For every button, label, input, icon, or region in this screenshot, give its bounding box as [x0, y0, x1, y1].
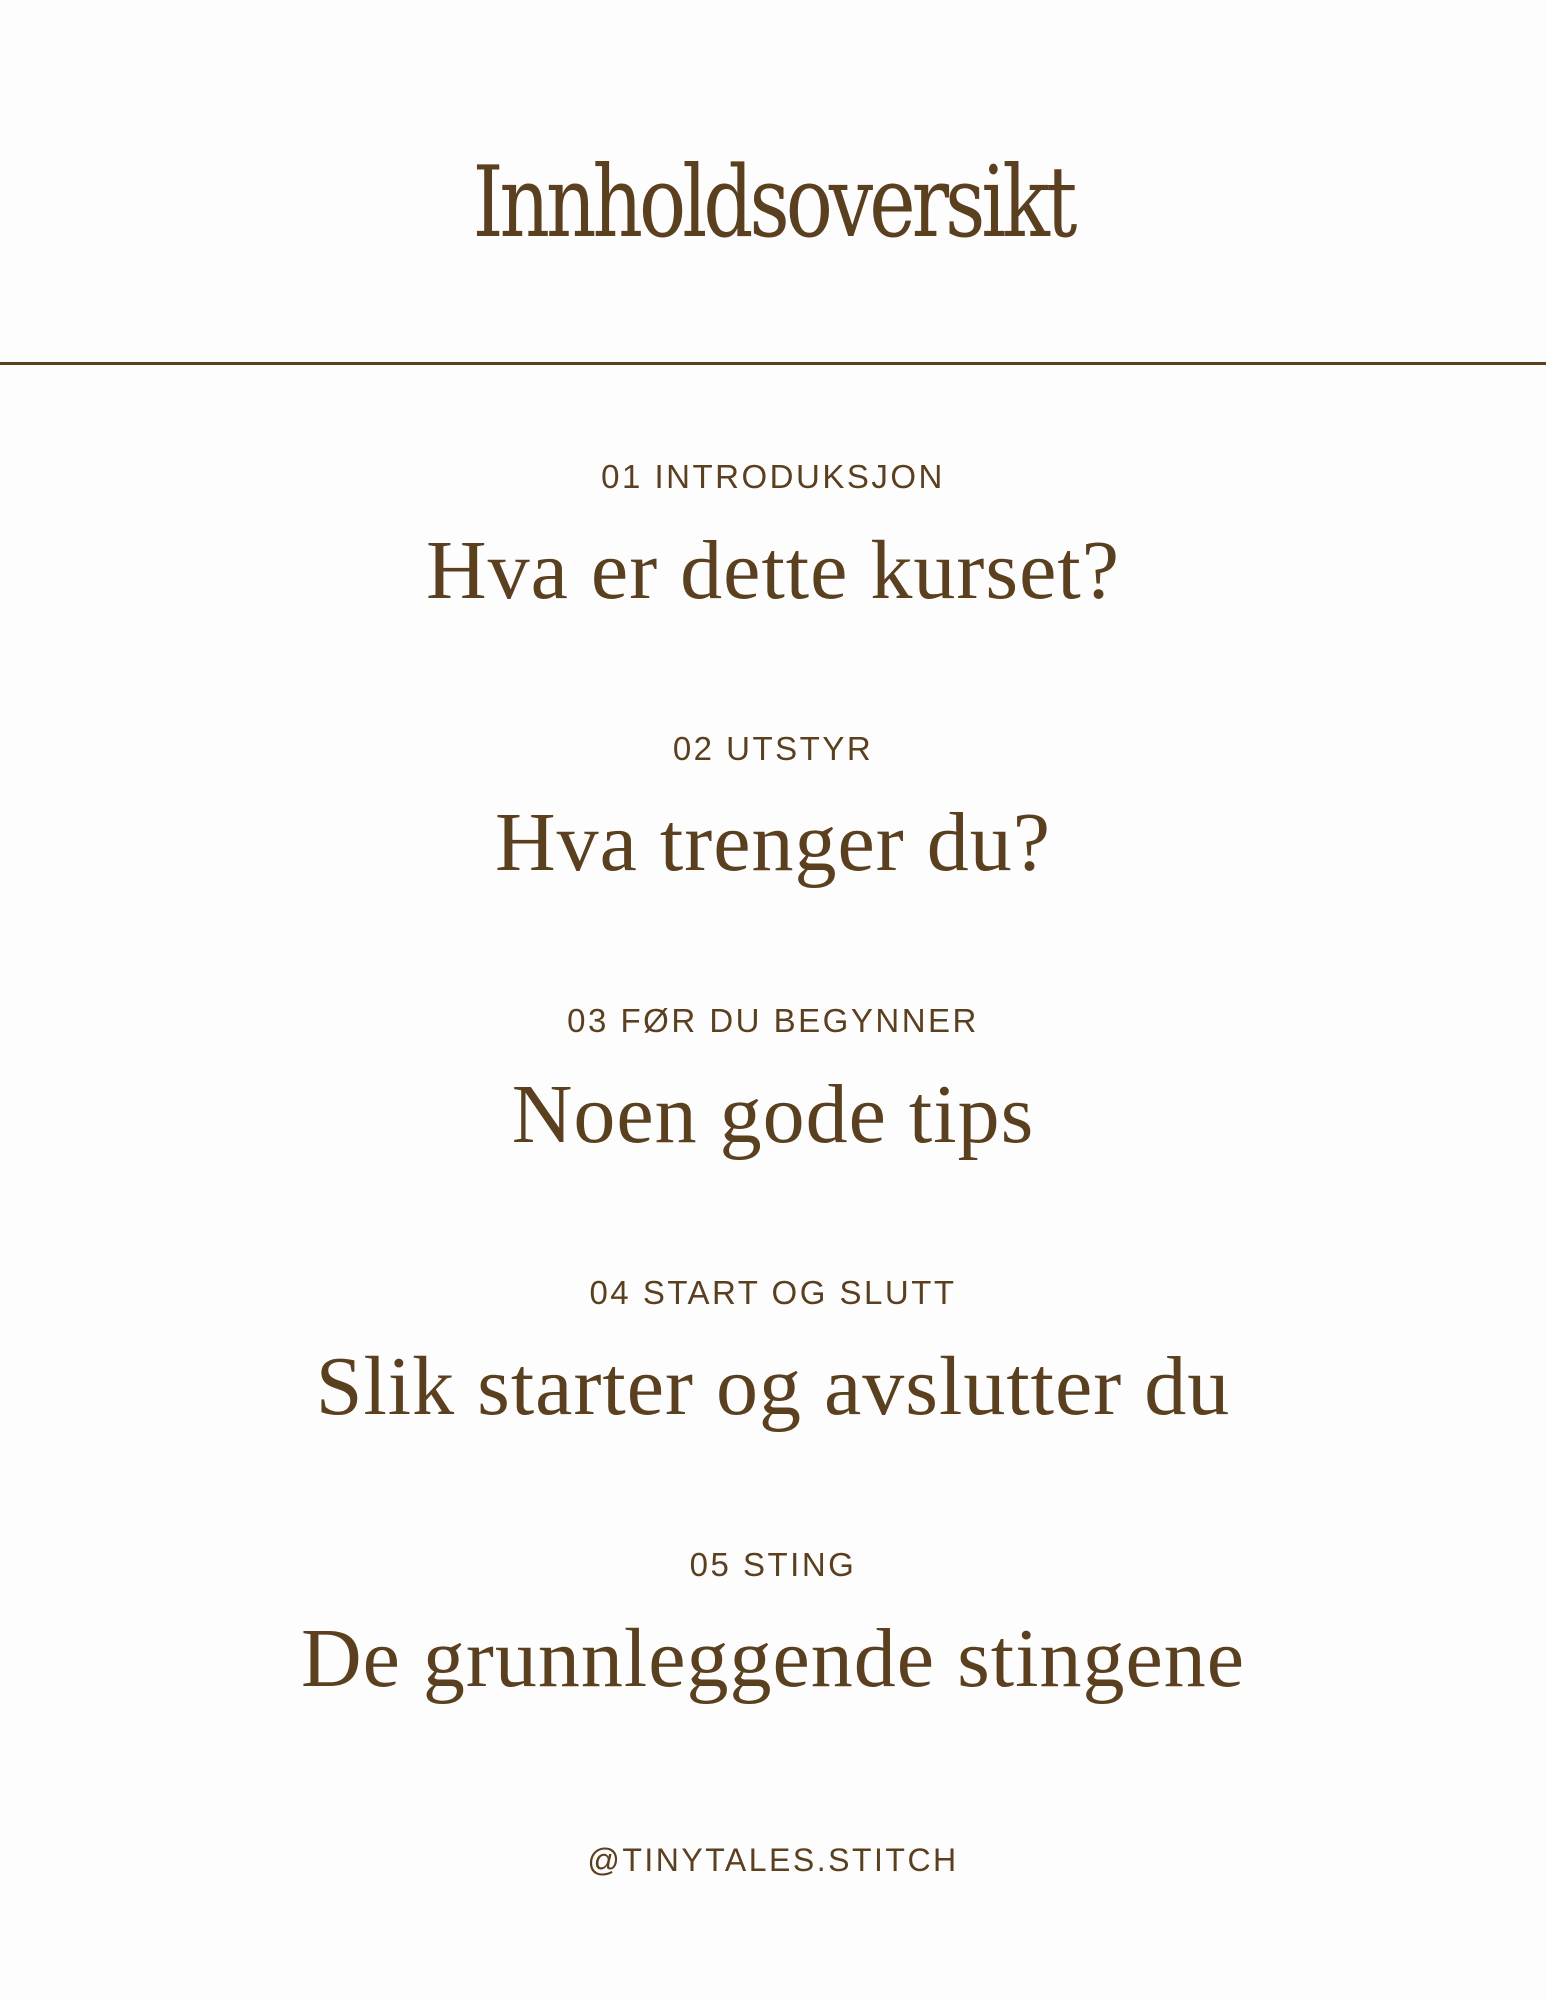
toc-item-label: 01 INTRODUKSJON: [601, 458, 945, 495]
toc-item-label: 03 FØR DU BEGYNNER: [567, 1002, 979, 1039]
toc-item-label: 04 START OG SLUTT: [589, 1274, 957, 1311]
title-divider: [0, 362, 1546, 365]
table-of-contents: [0, 455, 1546, 1815]
toc-item-introduksjon: [0, 455, 1546, 727]
footer-social-handle: @TINYTALES.STITCH: [587, 1842, 959, 1878]
toc-item-start-og-slutt: [0, 1271, 1546, 1543]
toc-item-for-du-begynner: [0, 999, 1546, 1271]
toc-item-sting: [0, 1543, 1546, 1815]
toc-item-utstyr: [0, 727, 1546, 999]
toc-item-label: 05 STING: [689, 1546, 857, 1583]
toc-item-heading: Hva trenger du?: [494, 796, 1052, 889]
toc-item-heading: Slik starter og avslutter du: [315, 1340, 1231, 1433]
page-title: Innholdsoversikt: [472, 146, 1074, 260]
toc-item-label: 02 UTSTYR: [672, 730, 874, 767]
toc-item-heading: Noen gode tips: [511, 1068, 1035, 1161]
toc-item-heading: Hva er dette kurset?: [425, 524, 1120, 617]
toc-item-heading: De grunnleggende stingene: [300, 1612, 1246, 1705]
